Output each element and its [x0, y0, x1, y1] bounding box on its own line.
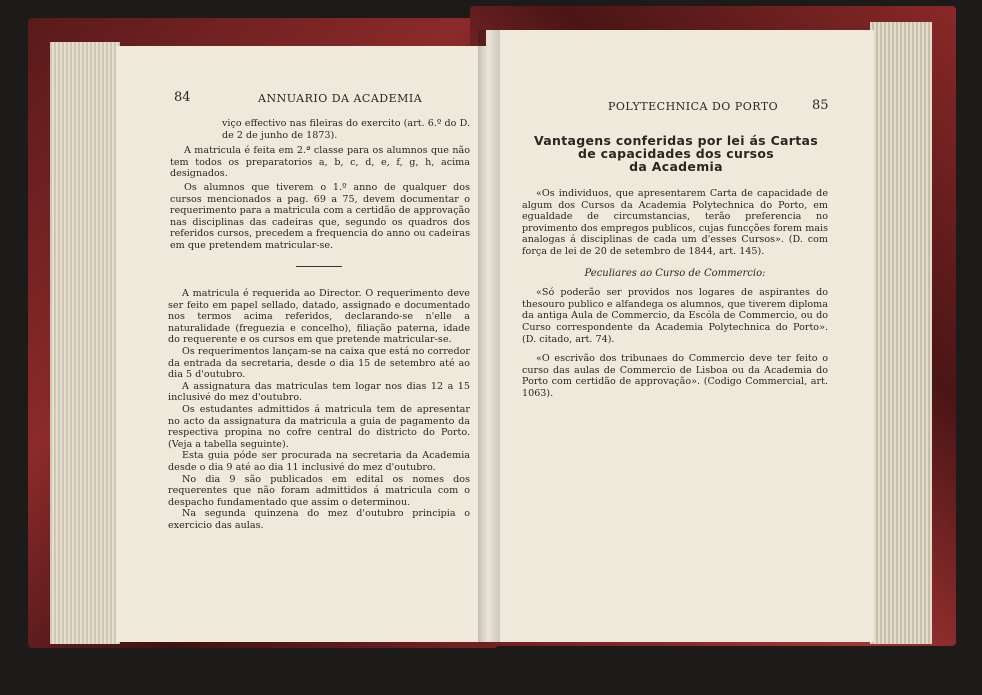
section-divider [296, 266, 342, 267]
left-s2-p1: A matricula é requerida ao Director. O requerimento deve ser feito em papel sellado, datado, assignado e documentado nos termos acima referidos, declarando-se n'elle a naturalidade (freguezia e concelho), filiação paterna, idade do requerente e os cursos em que pretende matricular-se. [168, 288, 470, 346]
right-page [486, 30, 874, 642]
left-s2-p5: Esta guia póde ser procurada na secretaria da Academia desde o dia 9 até ao dia 11 inclusivé do mez d'outubro. [168, 450, 470, 473]
right-title-line-2: de capacidades dos cursos [577, 146, 775, 161]
right-title-block [516, 134, 836, 173]
page-edges-right [870, 22, 932, 644]
right-page-header: POLYTECHNICA DO PORTO [608, 100, 779, 113]
book-gutter [478, 30, 500, 642]
left-page-header: ANNUARIO DA ACADEMIA [258, 92, 423, 105]
left-section-2 [168, 288, 470, 531]
left-s2-p3: A assignatura das matriculas tem logar nos dias 12 a 15 inclusivé do mez d'outubro. [168, 380, 470, 404]
page-edges-left [50, 42, 120, 644]
right-page-number: 85 [812, 98, 829, 113]
right-title-line-1: Vantagens conferidas por lei ás Cartas [534, 133, 818, 148]
left-s1-p1: viço effectivo nas fileiras do exercito (art. 6.º do D. de 2 de junho de 1873). [222, 118, 470, 141]
left-s2-p7: Na segunda quinzena do mez d'outubro principia o exercicio das aulas. [168, 508, 470, 531]
right-paragraph-2: «Só poderão ser providos nos logares de aspirantes do thesouro publico e alfandega os alumnos, que tiverem diploma da antiga Aula de Commercio, da Escóla de Commercio, ou do Curso correspondente da Academia Polytechnica do Porto». (D. citado, art. 74). [522, 287, 828, 345]
right-paragraph-3: «O escrivão dos tribunaes do Commercio deve ter feito o curso das aulas de Commercio de Lisboa ou da Academia do Porto com certidão de approvação». (Codigo Commercial, art. 1063). [522, 353, 828, 399]
right-paragraph-1: «Os individuos, que apresentarem Carta de capacidade de algum dos Cursos da Academia Polytechnica do Porto, em egualdade de circumstancias, terão preferencia no provimento dos empregos publicos, cujas funcções forem mais analogas á disciplinas de cada um d'esses Cursos». (D. com força de lei de 20 de setembro de 1844, art. 145). [522, 188, 828, 257]
right-title-line-3: da Academia [629, 159, 723, 174]
left-s2-p6: No dia 9 são publicados em edital os nomes dos requerentes que não foram admittidos á matricula com o despacho fundamentado que assim o determinou. [168, 473, 470, 508]
left-section-1 [170, 118, 470, 252]
right-subtitle: Peculiares ao Curso de Commercio: [584, 267, 766, 279]
left-page-number: 84 [174, 90, 191, 105]
left-page [116, 46, 488, 642]
left-s2-p2: Os requerimentos lançam-se na caixa que está no corredor da entrada da secretaria, desde o dia 15 de setembro até ao dia 5 d'outubro. [168, 345, 470, 381]
left-s1-p3: Os alumnos que tiverem o 1.º anno de qualquer dos cursos mencionados a pag. 69 a 75, devem documentar o requerimento para a matricula com a certidão de approvação nas disciplinas das cadeiras que, segundo os quadros dos referidos cursos, precedem a frequencia do anno ou cadeiras em que pretendem matricular-se. [170, 181, 470, 251]
right-text-block [522, 188, 828, 400]
left-s2-p4: Os estudantes admittidos á matricula tem de apresentar no acto da assignatura da matricula a guia de pagamento da respectiva propina no cofre central do districto do Porto. (Veja a tabella seguinte). [168, 403, 470, 450]
left-s1-p2: A matricula é feita em 2.ª classe para os alumnos que não tem todos os preparatorios a, b, c, d, e, f, g, h, acima designados. [170, 145, 470, 180]
